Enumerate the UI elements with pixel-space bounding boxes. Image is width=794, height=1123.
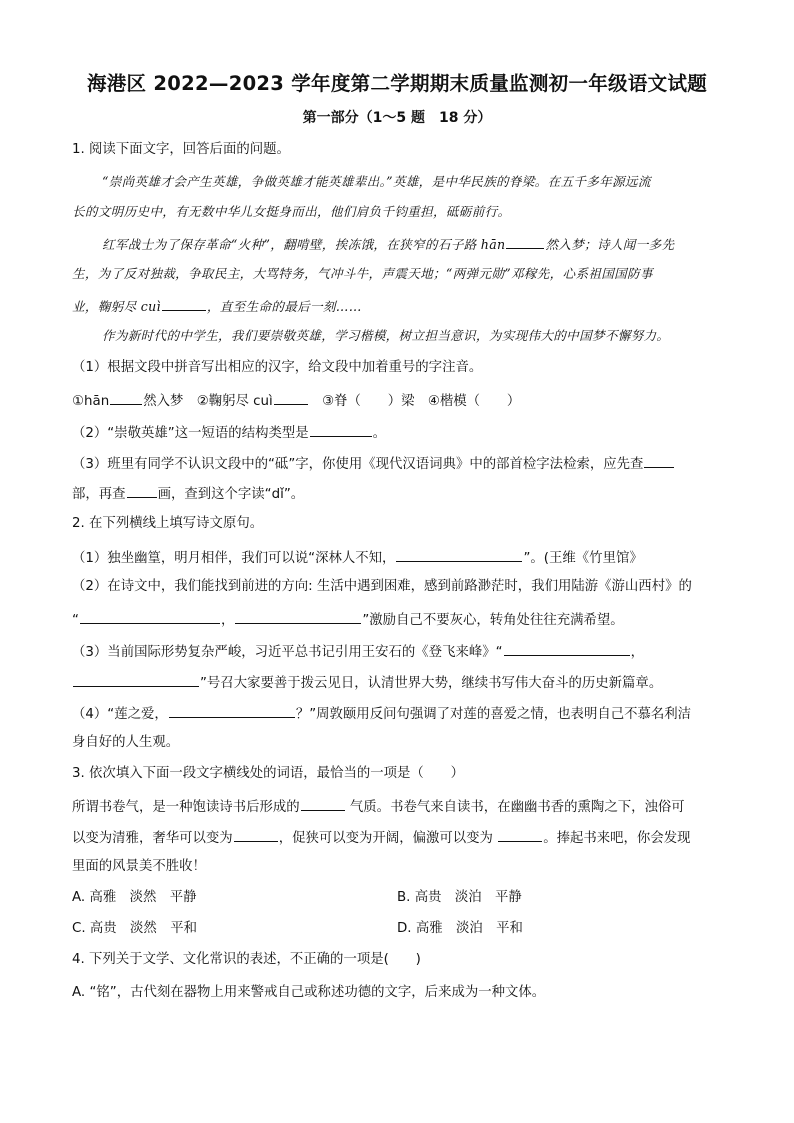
fill-blank[interactable] (162, 295, 206, 311)
q2-sub4-cont: 身自好的人生观。 (72, 735, 180, 750)
q2-stem: 2. 在下列横线上填写诗文原句。 (72, 516, 264, 531)
passage-text: 红军战士为了保存革命“火种”，翻啃壁，挨冻饿，在狭窄的石子路 hān (102, 237, 506, 252)
fill-blank[interactable] (235, 608, 361, 624)
fill-blank[interactable] (169, 702, 295, 718)
fill-blank[interactable] (506, 233, 544, 249)
item-text: 然入梦 ②鞠躬尽 cuì (143, 394, 273, 409)
item-text: ，促狭可以变为开阔，偏激可以变为 (278, 831, 498, 846)
item-text: ①hān (72, 394, 110, 409)
item-text: 所谓书卷气，是一种饱读诗书后形成的 (72, 800, 300, 815)
fill-blank[interactable] (310, 421, 372, 437)
q3-text-line (72, 795, 724, 818)
item-text: （4）“莲之爱， (72, 707, 168, 722)
passage-text: 然入梦；诗人闻一多先 (545, 237, 675, 252)
q3-option-a[interactable]: A. 高雅 淡然 平静 (72, 890, 197, 905)
fill-blank[interactable] (301, 795, 345, 811)
item-text: 。捧起书来吧，你会发现 (543, 831, 691, 846)
open-quote: “ (72, 613, 79, 628)
item-text: ， (630, 645, 644, 660)
fill-blank[interactable] (504, 640, 630, 656)
q3-text-line: 里面的风景美不胜收！ (72, 859, 206, 874)
q1-passage-line: 生，为了反对独裁，争取民主，大骂特务，气冲斗牛，声震天地；“两弹元勋”邓稼先，心系祖国国防事 (72, 266, 653, 281)
exam-title: 海港区 2022—2023 学年度第二学期期末质量监测初一年级语文试题 (86, 72, 708, 95)
item-text: （3）当前国际形势复杂严峻，习近平总书记引用王安石的《登飞来峰》“ (72, 645, 503, 660)
item-text: 气质。书卷气来自读书，在幽幽书香的熏陶之下，浊俗可 (345, 800, 685, 815)
q2-sub2: （2）在诗文中，我们能找到前进的方向: 生活中遇到困难，感到前路渺茫时，我们用陆游《游山西村》的 (72, 579, 692, 594)
item-text: ， (220, 613, 235, 628)
fill-blank[interactable] (396, 546, 522, 562)
part-heading: 第一部分（1～5 题 18 分） (302, 110, 492, 126)
q4-stem: 4. 下列关于文学、文化常识的表述，不正确的一项是( ) (72, 952, 421, 967)
q1-sub1: （1）根据文段中拼音写出相应的汉字，给文段中加着重号的字注音。 (72, 360, 483, 375)
item-text: 。 (372, 426, 387, 441)
item-text: ”号召大家要善于拨云见日，认清世界大势，继续书写伟大奋斗的历史新篇章。 (200, 676, 663, 691)
q1-stem: 1. 阅读下面文字，回答后面的问题。 (72, 142, 290, 157)
item-text: ？”周敦颐用反问句强调了对莲的喜爱之情，也表明自己不慕名利洁 (295, 707, 692, 722)
fill-blank[interactable] (127, 482, 157, 498)
fill-blank[interactable] (498, 826, 542, 842)
q3-option-c[interactable]: C. 高贵 淡然 平和 (72, 921, 197, 936)
q2-sub2-cont (72, 608, 724, 631)
q1-sub2 (72, 421, 724, 444)
q1-sub3-cont (72, 482, 724, 505)
q1-sub3 (72, 452, 724, 475)
q1-passage-line: 长的文明历史中，有无数中华儿女挺身而出，他们肩负千钧重担，砥砺前行。 (72, 204, 511, 219)
fill-blank[interactable] (80, 608, 220, 624)
item-text: ③脊（ ）梁 ④楷模（ ） (308, 394, 521, 409)
fill-blank[interactable] (274, 389, 308, 405)
fill-blank[interactable] (73, 671, 199, 687)
item-text: ”。(王维《竹里馆》 (523, 551, 643, 566)
fill-blank[interactable] (234, 826, 278, 842)
q1-passage-line: 作为新时代的中学生，我们要崇敬英雄，学习楷模，树立担当意识，为实现伟大的中国梦不懈努力。 (102, 328, 670, 343)
q3-stem: 3. 依次填入下面一段文字横线处的词语，最恰当的一项是（ ） (72, 766, 464, 781)
q3-option-b[interactable]: B. 高贵 淡泊 平静 (397, 890, 522, 905)
q2-sub1 (72, 546, 724, 569)
q2-sub4 (72, 702, 724, 725)
passage-text: ，直至生命的最后一刻…… (206, 299, 362, 314)
q1-passage-line (102, 233, 754, 255)
q1-sub1-items (72, 389, 724, 412)
q3-text-line (72, 826, 724, 849)
item-text: 画，查到这个字读“dǐ”。 (157, 487, 305, 502)
item-text: （3）班里有同学不认识文段中的“砥”字，你使用《现代汉语词典》中的部首检字法检索，应先查 (72, 457, 644, 472)
item-text: ”激励自己不要灰心，转角处往往充满希望。 (362, 613, 624, 628)
item-text: （2）“崇敬英雄”这一短语的结构类型是 (72, 426, 309, 441)
passage-text: 业，鞠躬尽 cuì (72, 299, 161, 314)
q3-option-d[interactable]: D. 高雅 淡泊 平和 (397, 921, 523, 936)
q1-passage-line: “崇尚英雄才会产生英雄，争做英雄才能英雄辈出。”英雄，是中华民族的脊梁。在五千多年源远流 (102, 174, 651, 189)
fill-blank[interactable] (644, 452, 674, 468)
item-text: 以变为清雅，奢华可以变为 (72, 831, 233, 846)
fill-blank[interactable] (110, 389, 142, 405)
q4-option-a[interactable]: A. “铭”，古代刻在器物上用来警戒自己或称述功德的文字，后来成为一种文体。 (72, 985, 546, 1000)
item-text: 部，再查 (72, 487, 126, 502)
item-text: （1）独坐幽篁，明月相伴，我们可以说“深林人不知， (72, 551, 396, 566)
q2-sub3 (72, 640, 724, 663)
q1-passage-line (72, 295, 724, 317)
q2-sub3-cont (72, 671, 724, 694)
